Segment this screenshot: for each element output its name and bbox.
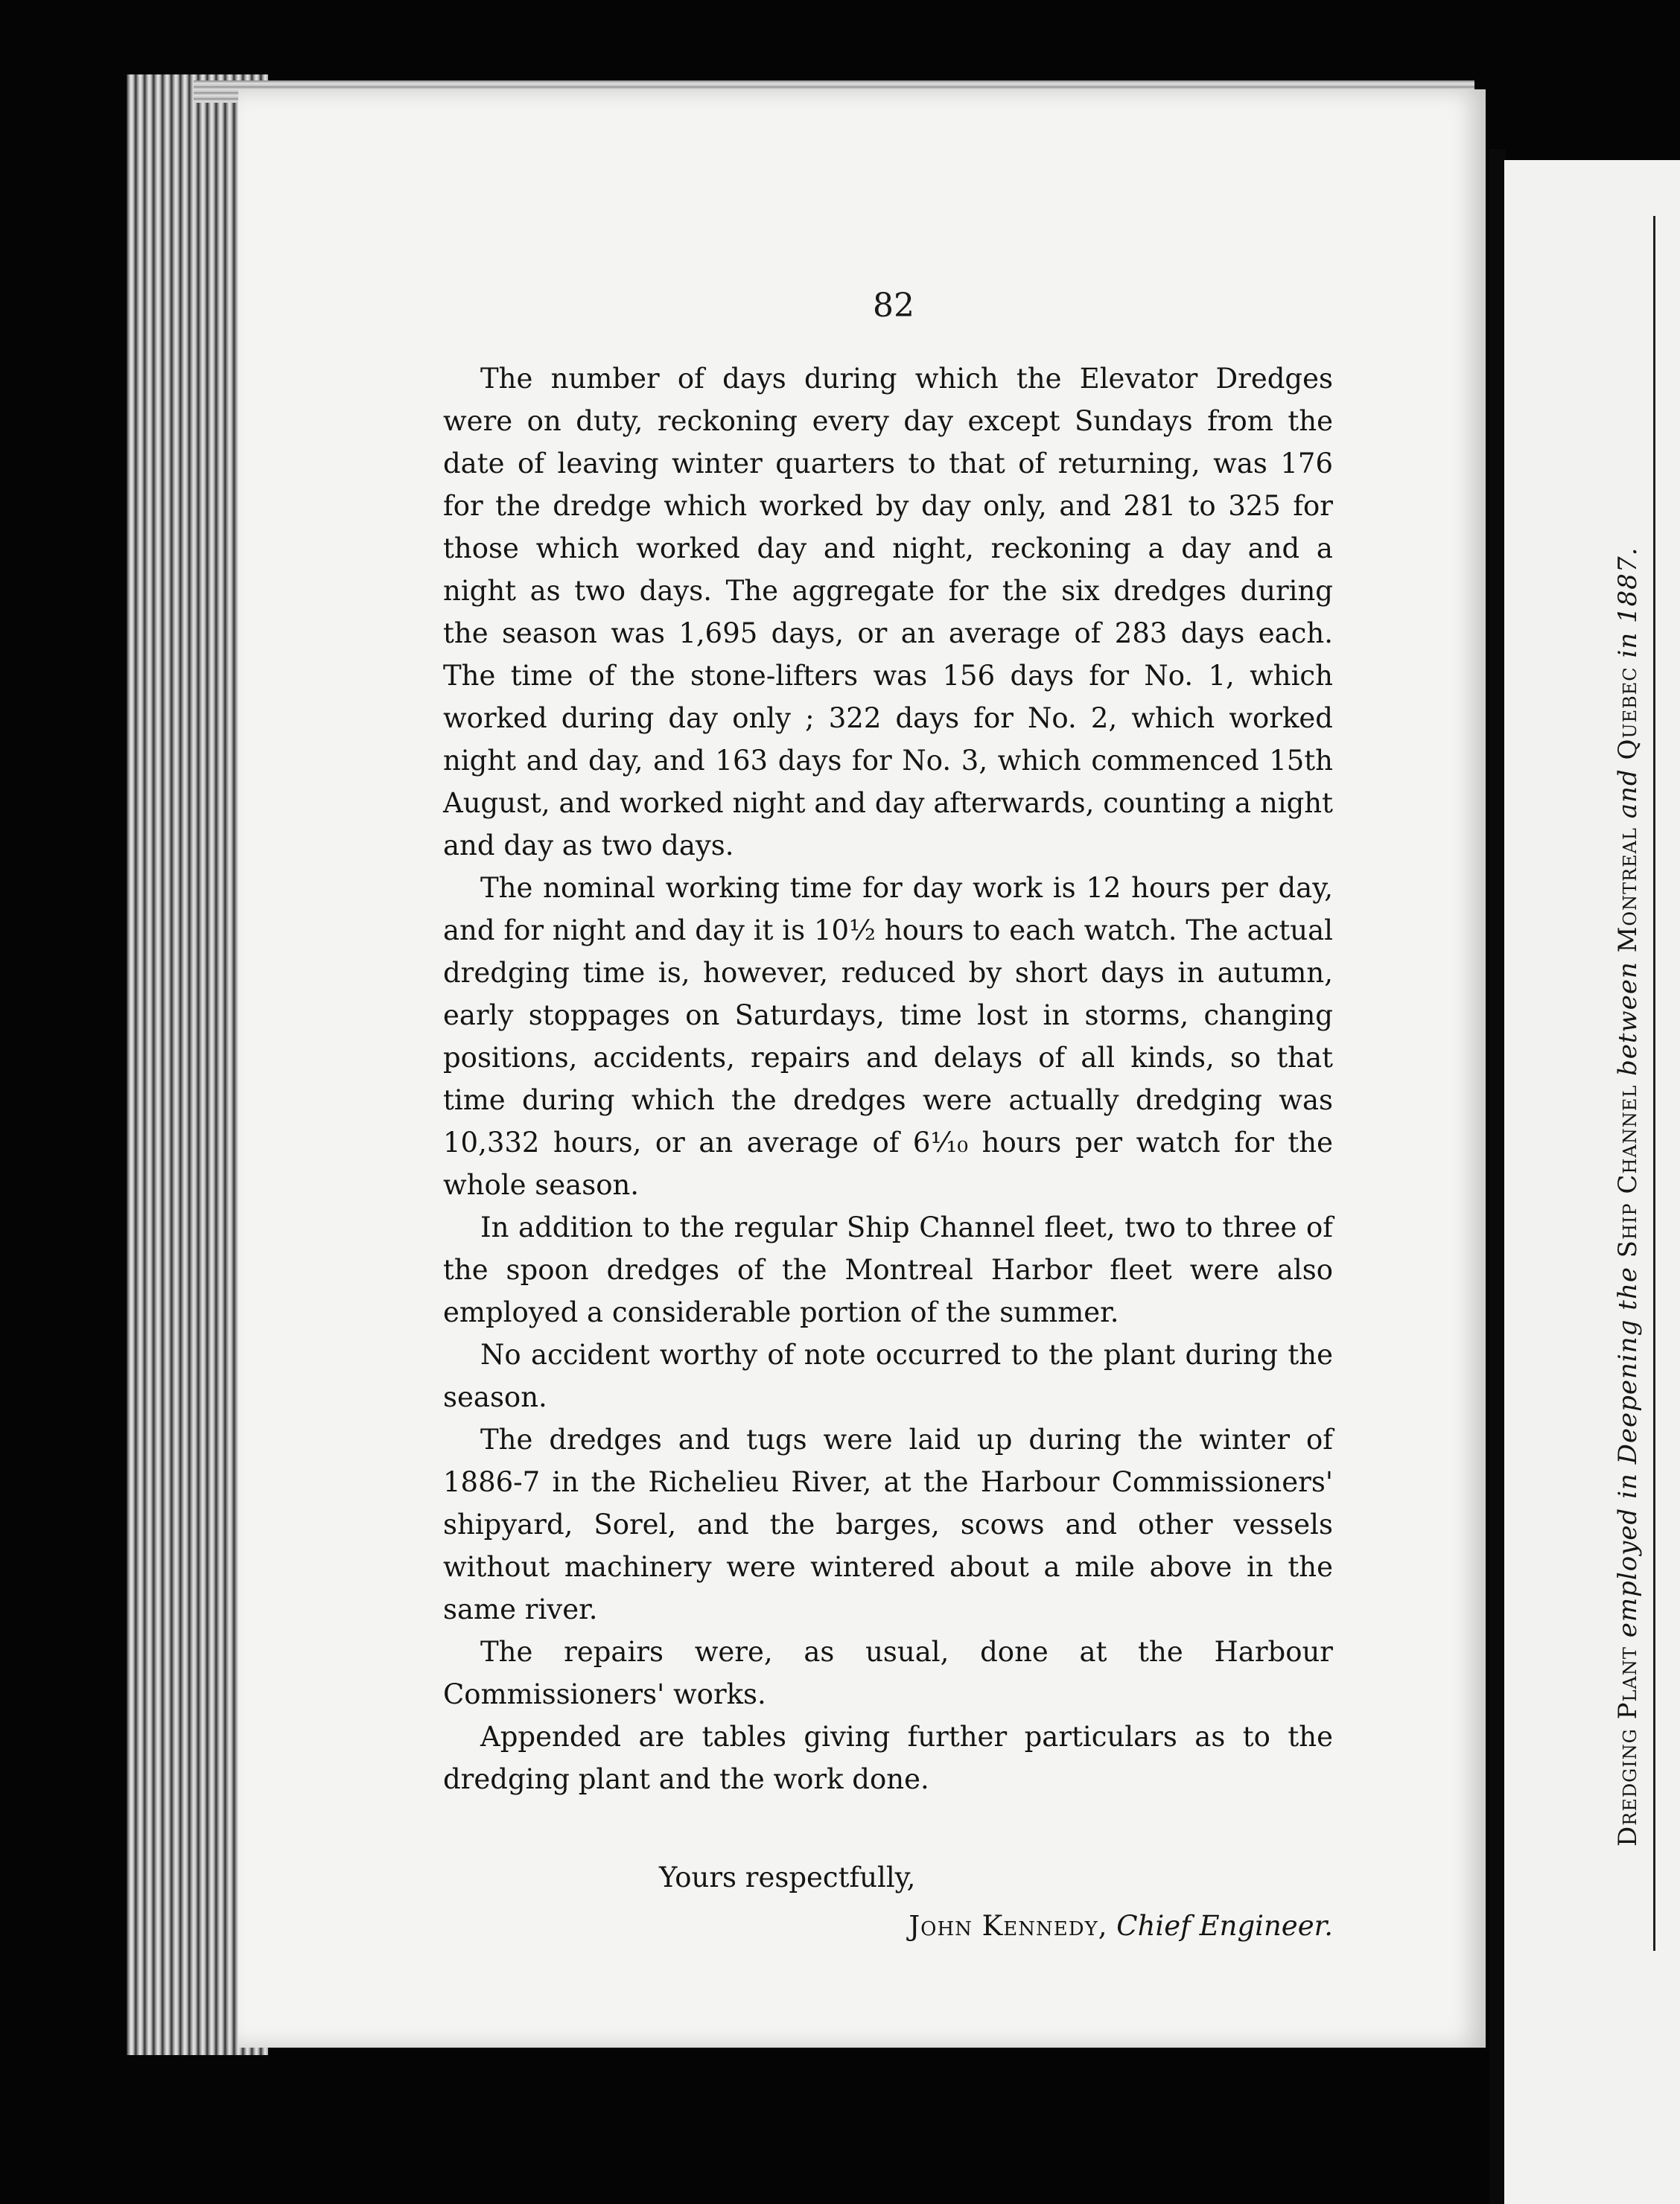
paragraph-7: Appended are tables giving further particulars as to the dredging plant and the work done. bbox=[443, 1721, 1333, 1795]
facing-page-rule bbox=[1653, 216, 1655, 1951]
closing-salutation: Yours respectfully, bbox=[659, 1861, 916, 1894]
running-head-part-1: Dredging Plant bbox=[1613, 1646, 1643, 1847]
paragraph-4: No accident worthy of note occurred to the plant during the season. bbox=[443, 1339, 1333, 1413]
running-head-part-7: Quebec bbox=[1613, 666, 1643, 760]
signature-line bbox=[443, 1910, 1333, 1942]
paragraph-1: The number of days during which the Elevator Dredges were on duty, reckoning every day except Sundays from the date of leaving winter quarters to that of returning, was 176 for the dredge which worked by day only, and 281 to 325 for those which worked day and night, reckoning a day and a night as two days. The aggregate for the six dredges during the season was 1,695 days, or an average of 283 days each. The time of the stone-lifters was 156 days for No. 1, which worked during day only ; 322 days for No. 2, which worked night and day, and 163 days for No. 3, which commenced 15th August, and worked night and day afterwards, counting a night and day as two days. bbox=[443, 363, 1333, 861]
running-head-part-3: Ship Channel bbox=[1613, 1084, 1643, 1258]
paragraph-2: The nominal working time for day work is 12 hours per day, and for night and day it is 10½ hours to each watch. The actual dredging time is, however, reduced by short days in autumn, early stoppages on Saturdays, time lost in storms, changing positions, accidents, repairs and delays of all kinds, so that time during which the dredges were actually dredging was 10,332 hours, or an average of 6¹⁄₁₀ hours per watch for the whole season. bbox=[443, 872, 1333, 1201]
running-head-part-5: Montreal bbox=[1613, 827, 1643, 953]
body-text bbox=[443, 357, 1333, 1800]
paragraph-6: The repairs were, as usual, done at the Harbour Commissioners' works. bbox=[443, 1636, 1333, 1710]
signature-name: John Kennedy, bbox=[909, 1910, 1108, 1942]
paragraph-5: The dredges and tugs were laid up during the winter of 1886-7 in the Richelieu River, at the Harbour Commissioners' shipyard, Sorel, and the barges, scows and other vessels without machinery were wintered about a mile above in the same river. bbox=[443, 1424, 1333, 1625]
running-head-part-6: and bbox=[1613, 759, 1643, 828]
signature-title: Chief Engineer. bbox=[1116, 1910, 1333, 1942]
page-number: 82 bbox=[873, 287, 914, 325]
paragraph-3: In addition to the regular Ship Channel fleet, two to three of the spoon dredges of the Montreal Harbor fleet were also employed a considerable portion of the summer. bbox=[443, 1211, 1333, 1328]
page-gutter bbox=[1489, 149, 1506, 2204]
running-head-part-8: in 1887. bbox=[1613, 547, 1643, 667]
running-head-part-2: employed in Deepening the bbox=[1613, 1258, 1643, 1647]
running-head-part-4: between bbox=[1613, 952, 1643, 1085]
running-head bbox=[1613, 547, 1643, 1847]
